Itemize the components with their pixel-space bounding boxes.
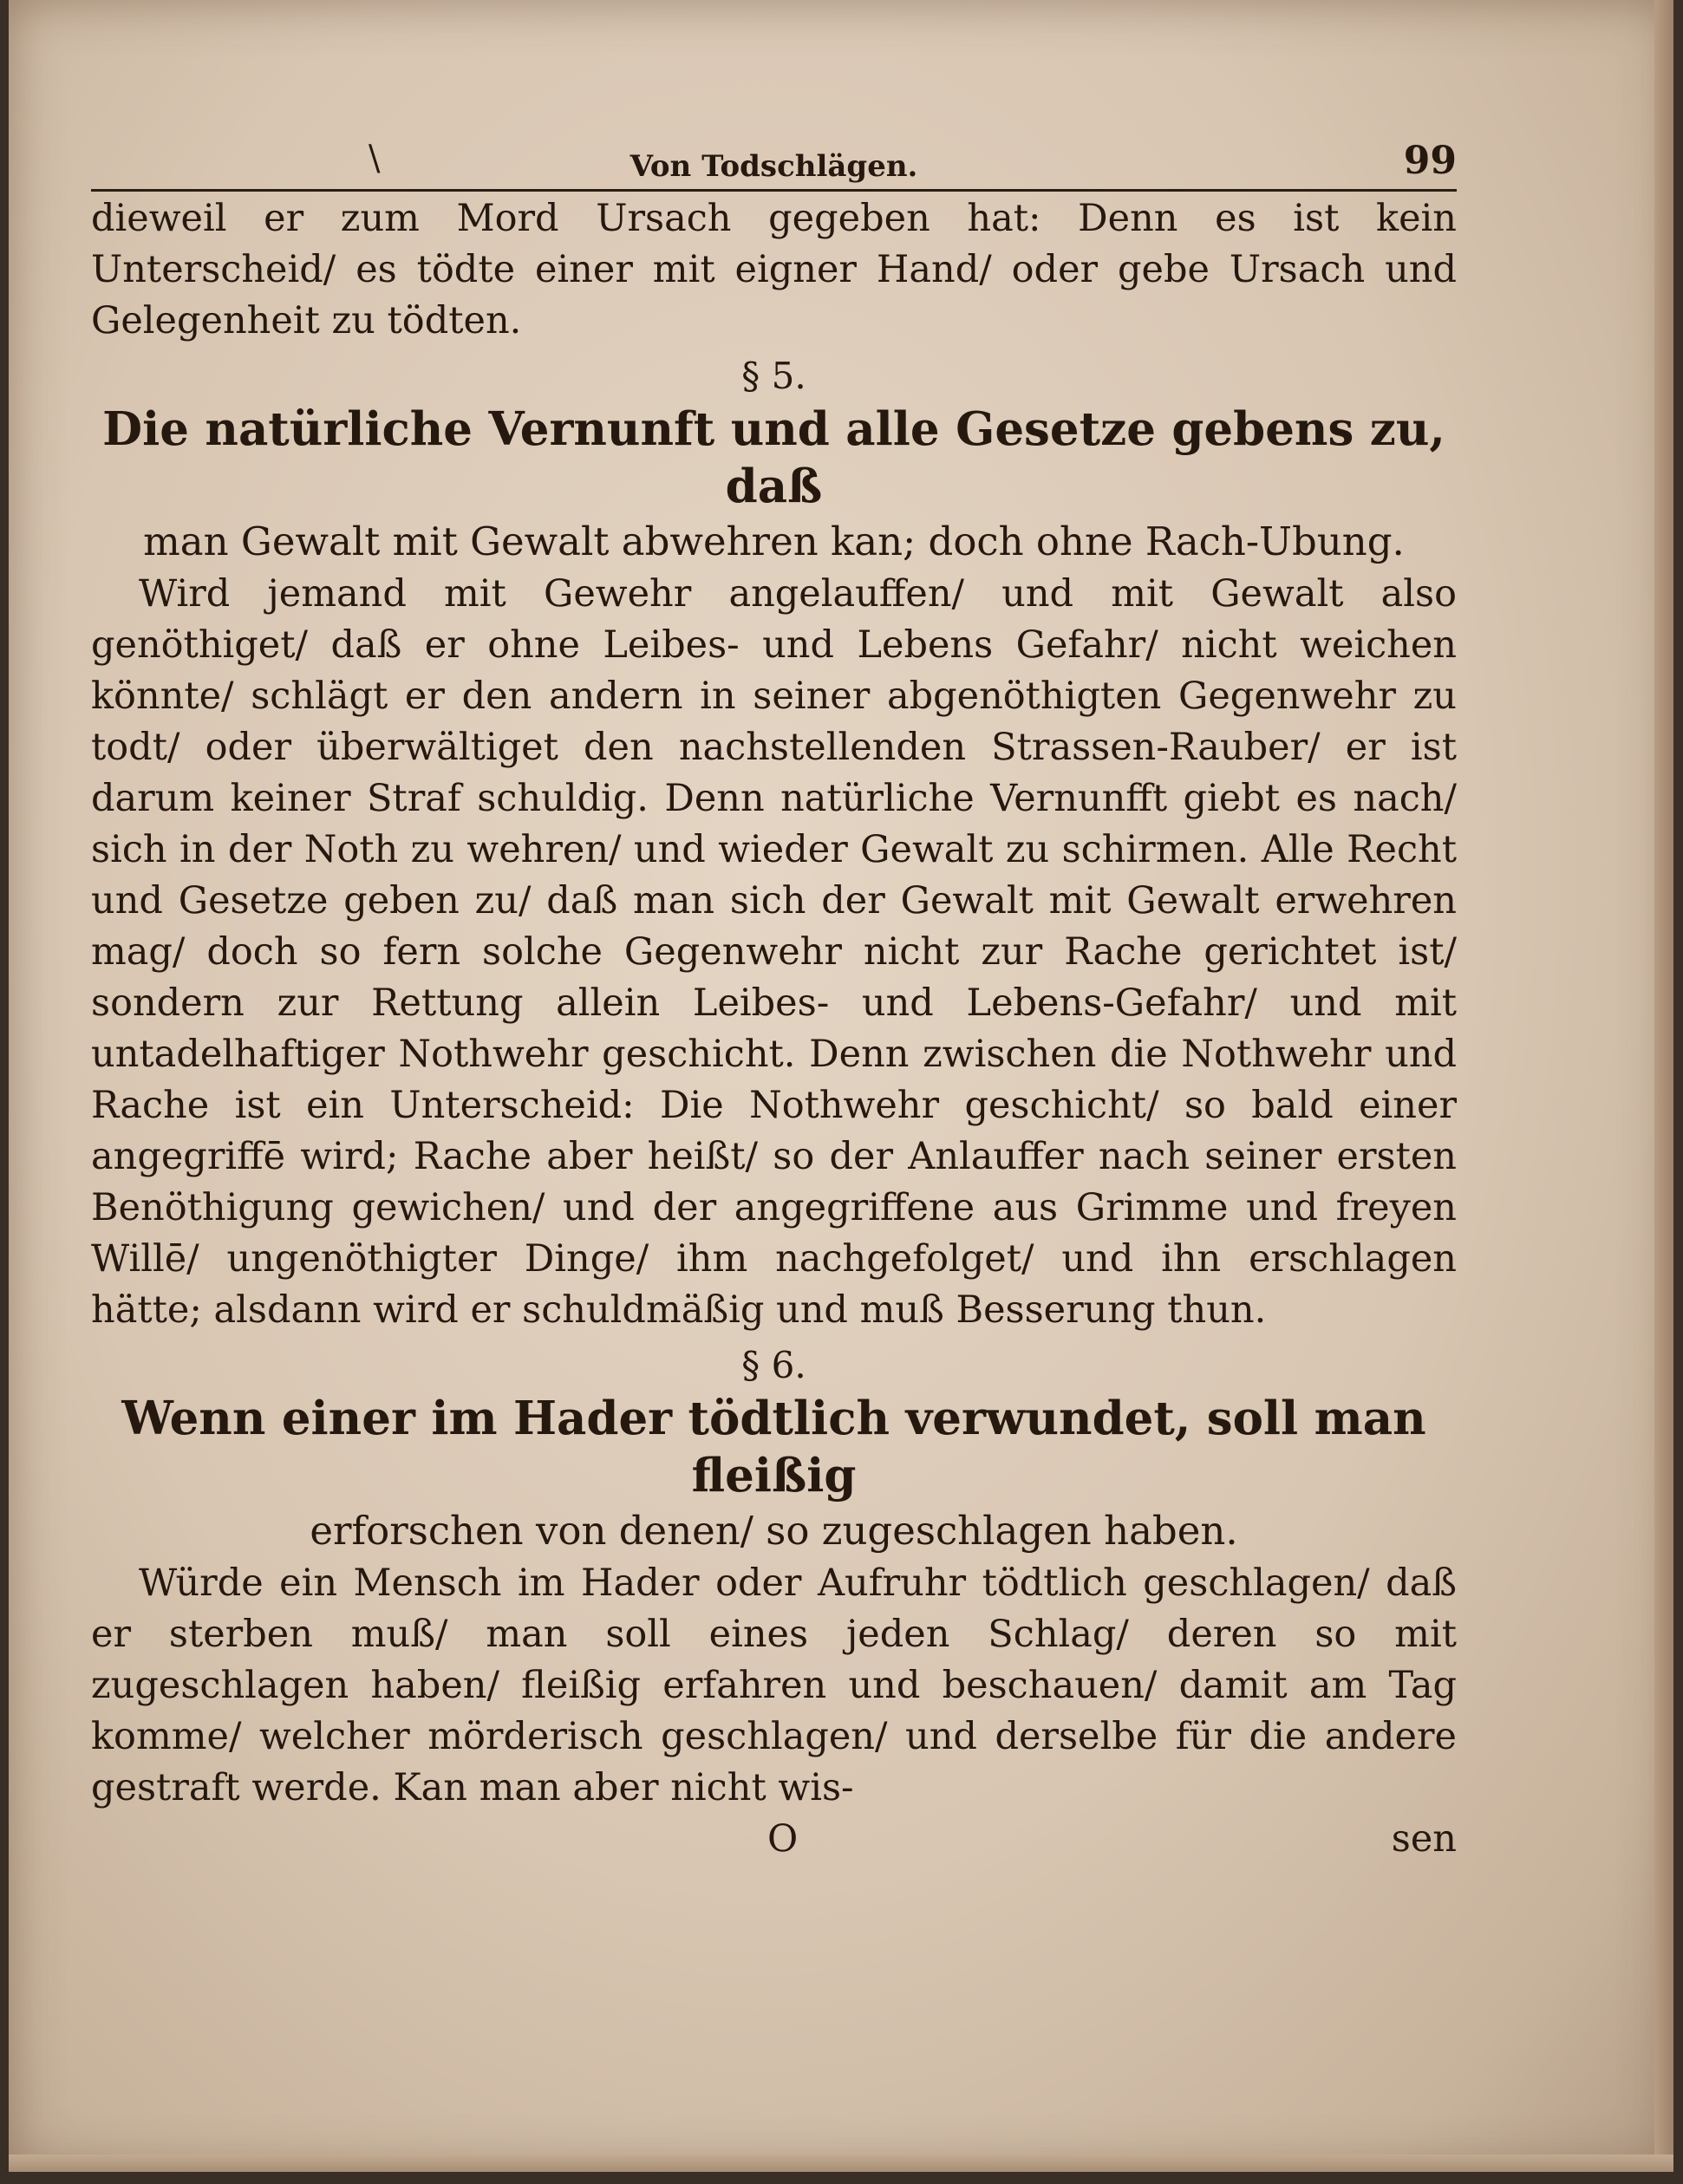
page-footer [91, 1817, 1457, 1869]
section-heading: Wenn einer im Hader tödtlich verwundet, soll man fleißig [121, 1392, 1426, 1503]
running-header [91, 139, 1457, 192]
page-number: 99 [1403, 139, 1457, 183]
section-paragraph: Wird jemand mit Gewehr angelauffen/ und mit Gewalt also genöthiget/ daß er ohne Leibes- und Lebens Gefahr/ nicht weichen könnte/ schlägt er den andern in seiner abgenöthigten Gegenwehr zu todt/ oder überwältiget den nachstellenden Strassen-Rauber/ er ist darum keiner Straf schuldig. Denn natürliche Vernunfft giebt es nach/ sich in der Noth zu wehren/ und wieder Gewalt zu schirmen. Alle Recht und Gesetze geben zu/ daß man sich der Gewalt mit Gewalt erwehren mag/ doch so fern solche Gegenwehr nicht zur Rache gerichtet ist/ sondern zur Rettung allein Leibes- und Lebens-Gefahr/ und mit untadelhaftiger Nothwehr geschicht. Denn zwischen die Nothwehr und Rache ist ein Unterscheid: Die Nothwehr geschicht/ so bald einer angegriffē wird; Rache aber heißt/ so der Anlauffer nach seiner ersten Benöthigung gewichen/ und der angegriffene aus Grimme und freyen Willē/ ungenöthigter Dinge/ ihm nachgefolget/ und ihn erschlagen hätte; alsdann wird er schuldmäßig und muß Besserung thun. [91, 572, 1457, 1332]
section-6 [91, 1341, 1457, 1814]
signature-mark: O [767, 1817, 799, 1861]
body-text [91, 193, 1457, 1814]
section-heading: Die natürliche Vernunft und alle Gesetze gebens zu, daß [102, 402, 1445, 513]
book-page [9, 0, 1673, 2172]
running-title: Von Todschlägen. [629, 149, 918, 184]
header-mark: \ [369, 139, 381, 179]
intro-paragraph: dieweil er zum Mord Ursach gegeben hat: Denn es ist kein Unterscheid/ es tödte einer mit eigner Hand/ oder gebe Ursach und Gelegenheit zu tödten. [91, 197, 1457, 342]
section-subheading: erforschen von denen/ so zugeschlagen haben. [310, 1508, 1238, 1554]
page-edge-right [1654, 0, 1673, 2172]
section-number: § 5. [741, 355, 806, 397]
section-subheading: man Gewalt mit Gewalt abwehren kan; doch ohne Rach-Ubung. [143, 518, 1405, 564]
text-block [91, 139, 1457, 1869]
section-5 [91, 352, 1457, 1336]
catchword: sen [1391, 1817, 1457, 1861]
page-edge-bottom [9, 2155, 1673, 2172]
section-paragraph: Würde ein Mensch im Hader oder Aufruhr tödtlich geschlagen/ daß er sterben muß/ man soll eines jeden Schlag/ deren so mit zugeschlagen haben/ fleißig erfahren und beschauen/ damit am Tag komme/ welcher mörderisch geschlagen/ und derselbe für die andere gestraft werde. Kan man aber nicht wis- [91, 1561, 1457, 1809]
section-number: § 6. [741, 1344, 806, 1386]
